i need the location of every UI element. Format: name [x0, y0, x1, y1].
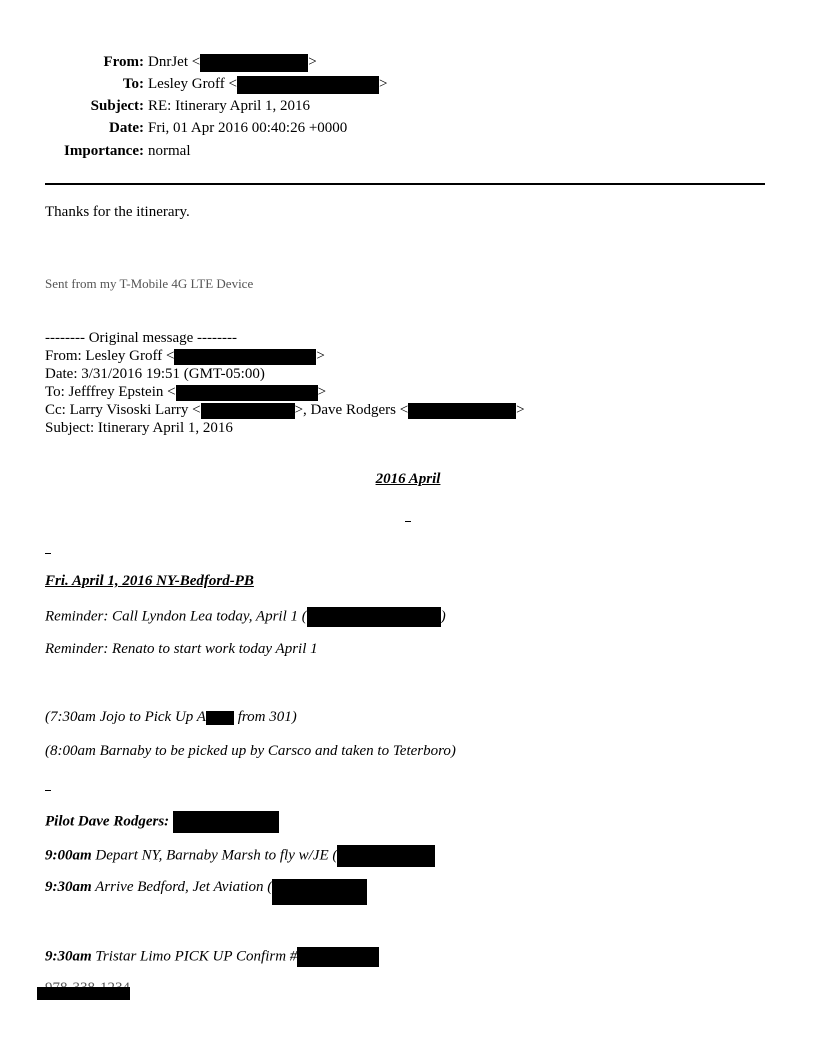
original-to-suffix: > — [317, 384, 327, 400]
redaction-block — [307, 607, 441, 627]
redaction-block — [200, 54, 308, 72]
blank-underline-mark — [45, 790, 51, 791]
pilot-line — [45, 811, 279, 833]
redaction-block — [206, 711, 234, 725]
redaction-block — [174, 349, 316, 365]
arrive-line — [45, 879, 367, 905]
blank-underline-mark — [405, 521, 411, 522]
original-cc-prefix: Cc: Larry Visoski Larry < — [45, 402, 201, 418]
reminder-call-prefix: Reminder: Call Lyndon Lea today, April 1 ( — [45, 608, 307, 625]
original-to-prefix: To: Jefffrey Epstein < — [45, 384, 176, 400]
original-cc — [45, 401, 525, 419]
header-from-row — [0, 52, 816, 72]
depart-line — [45, 845, 435, 867]
from-label: From: — [103, 54, 144, 70]
to-value — [148, 74, 387, 94]
pickup-jojo — [45, 709, 297, 726]
limo-line — [45, 947, 379, 967]
phone-partial — [37, 980, 130, 1000]
redaction-block — [201, 403, 295, 419]
pickup-jojo-suffix: from 301) — [233, 709, 297, 725]
pilot-label: Pilot Dave Rodgers: — [45, 813, 173, 830]
redaction-block — [237, 76, 379, 94]
original-cc-middle: >, Dave Rodgers < — [294, 402, 409, 418]
header-subject-row — [0, 96, 816, 116]
header-divider — [45, 183, 765, 185]
signature: Sent from my T-Mobile 4G LTE Device — [45, 276, 254, 291]
arrive-time: 9:30am — [45, 879, 92, 895]
limo-text: Tristar Limo PICK UP Confirm # — [91, 948, 298, 965]
original-from-suffix: > — [316, 348, 325, 364]
header-importance-row — [0, 141, 816, 161]
reminder-call — [45, 607, 446, 627]
original-from — [45, 347, 525, 365]
reminder-call-suffix: ) — [440, 608, 446, 625]
importance-value: normal — [148, 143, 191, 159]
limo-time: 9:30am — [45, 948, 92, 965]
month-title: 2016 April — [375, 471, 441, 487]
pickup-barnaby: (8:00am Barnaby to be picked up by Carsco and taken to Teterboro) — [45, 743, 456, 759]
subject-value: RE: Itinerary April 1, 2016 — [148, 98, 311, 114]
header-to-row — [0, 74, 816, 94]
from-name: DnrJet < — [148, 54, 201, 70]
to-name: Lesley Groff < — [148, 76, 237, 92]
original-subject: Subject: Itinerary April 1, 2016 — [45, 420, 233, 436]
subject-label: Subject: — [90, 98, 144, 114]
redaction-block — [37, 987, 130, 1000]
original-date: Date: 3/31/2016 19:51 (GMT-05:00) — [45, 366, 265, 382]
header-date-row — [0, 118, 816, 138]
redaction-block — [297, 947, 379, 967]
redaction-block — [408, 403, 516, 419]
from-close: > — [308, 54, 317, 70]
original-to — [45, 383, 525, 401]
reply-text: Thanks for the itinerary. — [45, 204, 190, 220]
original-cc-suffix: > — [516, 402, 525, 418]
depart-text: Depart NY, Barnaby Marsh to fly w/JE ( — [91, 847, 338, 864]
to-label: To: — [122, 76, 144, 92]
redaction-block — [272, 879, 367, 905]
redaction-block — [173, 811, 279, 833]
from-value — [148, 52, 317, 72]
to-close: > — [379, 76, 388, 92]
reminder-renato: Reminder: Renato to start work today April 1 — [45, 641, 318, 657]
original-message — [45, 329, 525, 437]
blank-underline-mark — [45, 553, 51, 554]
original-from-prefix: From: Lesley Groff < — [45, 348, 175, 364]
redaction-block — [337, 845, 435, 867]
day-heading: Fri. April 1, 2016 NY-Bedford-PB — [45, 573, 254, 589]
depart-time: 9:00am — [45, 847, 92, 864]
pickup-jojo-prefix: (7:30am Jojo to Pick Up A — [45, 709, 206, 725]
original-divider: -------- Original message -------- — [45, 330, 237, 346]
date-value: Fri, 01 Apr 2016 00:40:26 +0000 — [148, 120, 348, 136]
redaction-block — [176, 385, 318, 401]
arrive-text: Arrive Bedford, Jet Aviation ( — [91, 879, 273, 895]
importance-label: Importance: — [64, 143, 144, 159]
date-label: Date: — [109, 120, 144, 136]
